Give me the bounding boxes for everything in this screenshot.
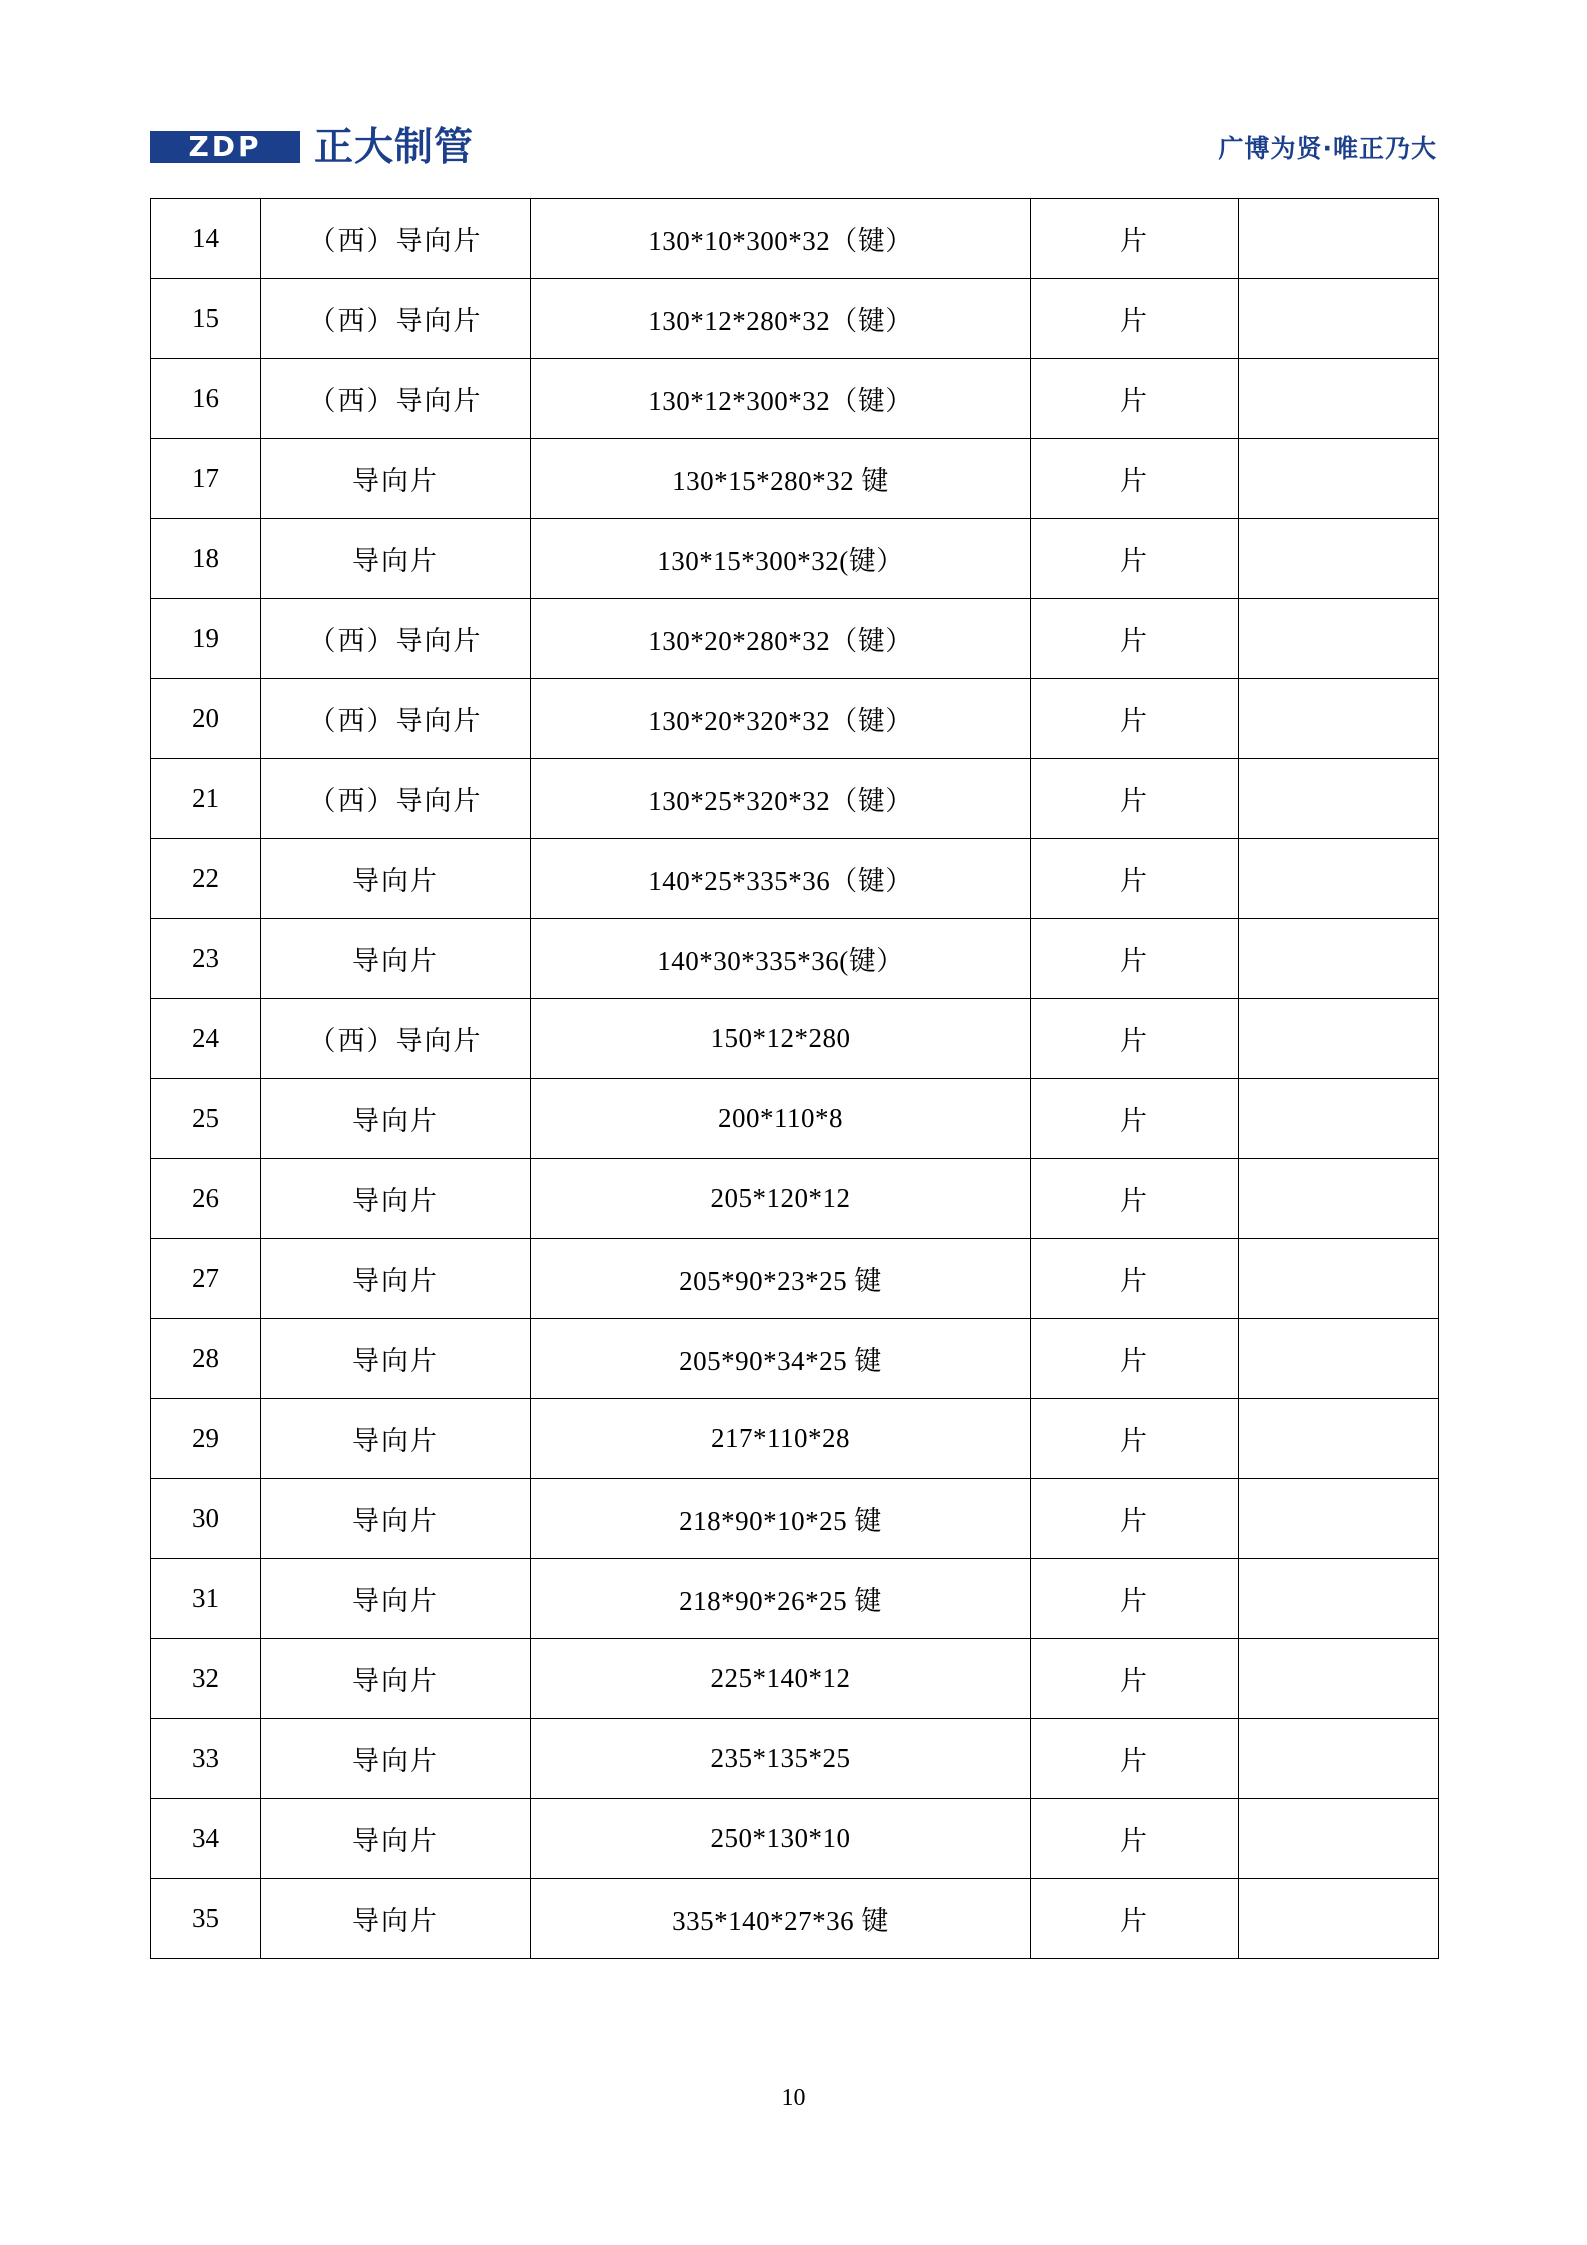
cell-unit: 片 <box>1031 1879 1239 1959</box>
zdp-logo-icon <box>150 125 300 169</box>
cell-name: 导向片 <box>261 919 531 999</box>
page-footer <box>0 2085 1587 2112</box>
cell-qty <box>1239 519 1439 599</box>
company-name: 正大制管 <box>314 124 475 170</box>
cell-qty <box>1239 1239 1439 1319</box>
table-row <box>151 599 1439 679</box>
cell-qty <box>1239 1559 1439 1639</box>
cell-name: （西）导向片 <box>261 599 531 679</box>
cell-qty <box>1239 1319 1439 1399</box>
spec-table-body <box>151 199 1439 1959</box>
cell-no: 35 <box>151 1879 261 1959</box>
table-row <box>151 1079 1439 1159</box>
cell-no: 24 <box>151 999 261 1079</box>
cell-name: （西）导向片 <box>261 679 531 759</box>
table-row <box>151 1479 1439 1559</box>
spec-table-container <box>150 198 1438 1959</box>
cell-qty <box>1239 839 1439 919</box>
cell-qty <box>1239 199 1439 279</box>
cell-no: 14 <box>151 199 261 279</box>
cell-name: 导向片 <box>261 1239 531 1319</box>
cell-qty <box>1239 1159 1439 1239</box>
cell-name: 导向片 <box>261 1559 531 1639</box>
cell-name: （西）导向片 <box>261 199 531 279</box>
cell-name: （西）导向片 <box>261 759 531 839</box>
cell-no: 22 <box>151 839 261 919</box>
cell-qty <box>1239 1719 1439 1799</box>
cell-no: 26 <box>151 1159 261 1239</box>
cell-spec: 130*15*280*32 键 <box>531 439 1031 519</box>
cell-name: 导向片 <box>261 1479 531 1559</box>
company-slogan: 广博为贤·唯正乃大 <box>1218 134 1437 163</box>
cell-no: 33 <box>151 1719 261 1799</box>
table-row <box>151 1399 1439 1479</box>
cell-no: 30 <box>151 1479 261 1559</box>
cell-qty <box>1239 359 1439 439</box>
cell-spec: 225*140*12 <box>531 1639 1031 1719</box>
cell-unit: 片 <box>1031 1719 1239 1799</box>
cell-unit: 片 <box>1031 759 1239 839</box>
cell-name: （西）导向片 <box>261 999 531 1079</box>
cell-no: 20 <box>151 679 261 759</box>
cell-qty <box>1239 679 1439 759</box>
cell-unit: 片 <box>1031 1799 1239 1879</box>
cell-unit: 片 <box>1031 519 1239 599</box>
cell-spec: 130*10*300*32（键） <box>531 199 1031 279</box>
cell-qty <box>1239 1799 1439 1879</box>
cell-unit: 片 <box>1031 439 1239 519</box>
svg-text:ZDP: ZDP <box>188 130 262 163</box>
table-row <box>151 359 1439 439</box>
cell-no: 16 <box>151 359 261 439</box>
cell-name: 导向片 <box>261 439 531 519</box>
table-row <box>151 1799 1439 1879</box>
cell-spec: 130*25*320*32（键） <box>531 759 1031 839</box>
cell-no: 21 <box>151 759 261 839</box>
cell-spec: 130*20*320*32（键） <box>531 679 1031 759</box>
cell-unit: 片 <box>1031 919 1239 999</box>
cell-qty <box>1239 919 1439 999</box>
cell-unit: 片 <box>1031 1479 1239 1559</box>
cell-no: 28 <box>151 1319 261 1399</box>
cell-unit: 片 <box>1031 1639 1239 1719</box>
cell-no: 19 <box>151 599 261 679</box>
cell-name: 导向片 <box>261 839 531 919</box>
cell-name: 导向片 <box>261 1159 531 1239</box>
cell-spec: 150*12*280 <box>531 999 1031 1079</box>
cell-unit: 片 <box>1031 1319 1239 1399</box>
cell-no: 25 <box>151 1079 261 1159</box>
cell-qty <box>1239 1879 1439 1959</box>
table-row <box>151 679 1439 759</box>
cell-spec: 218*90*10*25 键 <box>531 1479 1031 1559</box>
cell-qty <box>1239 759 1439 839</box>
table-row <box>151 199 1439 279</box>
table-row <box>151 1239 1439 1319</box>
cell-qty <box>1239 999 1439 1079</box>
cell-no: 18 <box>151 519 261 599</box>
page-number: 10 <box>781 2085 806 2111</box>
cell-unit: 片 <box>1031 1239 1239 1319</box>
cell-unit: 片 <box>1031 199 1239 279</box>
cell-no: 29 <box>151 1399 261 1479</box>
table-row <box>151 759 1439 839</box>
cell-no: 31 <box>151 1559 261 1639</box>
cell-spec: 140*30*335*36(键） <box>531 919 1031 999</box>
cell-name: 导向片 <box>261 1879 531 1959</box>
table-row <box>151 1559 1439 1639</box>
cell-unit: 片 <box>1031 999 1239 1079</box>
cell-qty <box>1239 439 1439 519</box>
cell-spec: 205*90*23*25 键 <box>531 1239 1031 1319</box>
cell-unit: 片 <box>1031 359 1239 439</box>
cell-unit: 片 <box>1031 279 1239 359</box>
cell-qty <box>1239 1479 1439 1559</box>
cell-spec: 130*20*280*32（键） <box>531 599 1031 679</box>
table-row <box>151 439 1439 519</box>
cell-qty <box>1239 599 1439 679</box>
table-row <box>151 839 1439 919</box>
table-row <box>151 279 1439 359</box>
cell-name: （西）导向片 <box>261 279 531 359</box>
cell-spec: 250*130*10 <box>531 1799 1031 1879</box>
cell-spec: 217*110*28 <box>531 1399 1031 1479</box>
cell-spec: 218*90*26*25 键 <box>531 1559 1031 1639</box>
spec-table <box>150 198 1439 1959</box>
cell-qty <box>1239 1639 1439 1719</box>
cell-no: 15 <box>151 279 261 359</box>
table-row <box>151 1719 1439 1799</box>
table-row <box>151 1639 1439 1719</box>
cell-spec: 205*90*34*25 键 <box>531 1319 1031 1399</box>
cell-spec: 205*120*12 <box>531 1159 1031 1239</box>
cell-qty <box>1239 1399 1439 1479</box>
company-brand <box>150 125 474 169</box>
table-row <box>151 999 1439 1079</box>
cell-unit: 片 <box>1031 1159 1239 1239</box>
cell-no: 34 <box>151 1799 261 1879</box>
page-header <box>150 112 1437 182</box>
cell-spec: 335*140*27*36 键 <box>531 1879 1031 1959</box>
cell-no: 17 <box>151 439 261 519</box>
table-row <box>151 1879 1439 1959</box>
cell-spec: 200*110*8 <box>531 1079 1031 1159</box>
table-row <box>151 1319 1439 1399</box>
cell-unit: 片 <box>1031 1399 1239 1479</box>
cell-name: （西）导向片 <box>261 359 531 439</box>
cell-spec: 235*135*25 <box>531 1719 1031 1799</box>
cell-no: 32 <box>151 1639 261 1719</box>
cell-spec: 140*25*335*36（键） <box>531 839 1031 919</box>
cell-name: 导向片 <box>261 1719 531 1799</box>
cell-qty <box>1239 279 1439 359</box>
table-row <box>151 519 1439 599</box>
cell-unit: 片 <box>1031 599 1239 679</box>
cell-unit: 片 <box>1031 1079 1239 1159</box>
cell-spec: 130*12*300*32（键） <box>531 359 1031 439</box>
cell-no: 27 <box>151 1239 261 1319</box>
cell-unit: 片 <box>1031 839 1239 919</box>
cell-qty <box>1239 1079 1439 1159</box>
cell-unit: 片 <box>1031 679 1239 759</box>
cell-spec: 130*12*280*32（键） <box>531 279 1031 359</box>
cell-name: 导向片 <box>261 1639 531 1719</box>
table-row <box>151 919 1439 999</box>
cell-name: 导向片 <box>261 519 531 599</box>
cell-no: 23 <box>151 919 261 999</box>
cell-name: 导向片 <box>261 1079 531 1159</box>
cell-unit: 片 <box>1031 1559 1239 1639</box>
cell-spec: 130*15*300*32(键） <box>531 519 1031 599</box>
table-row <box>151 1159 1439 1239</box>
cell-name: 导向片 <box>261 1799 531 1879</box>
cell-name: 导向片 <box>261 1399 531 1479</box>
cell-name: 导向片 <box>261 1319 531 1399</box>
